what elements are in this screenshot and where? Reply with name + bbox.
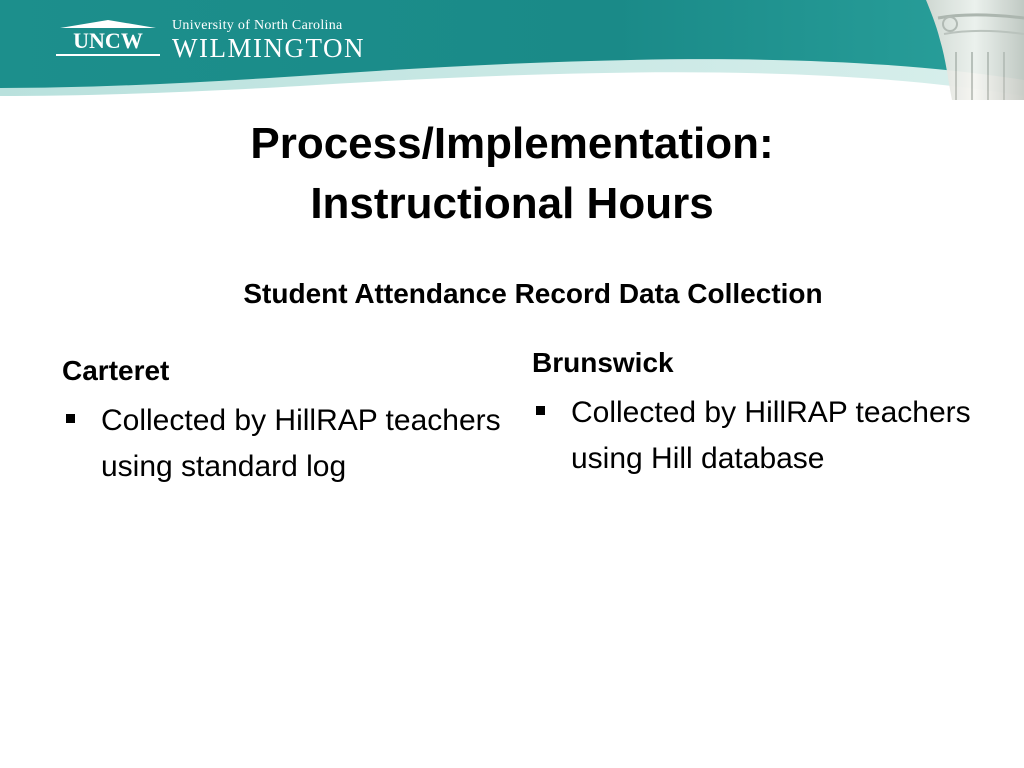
logo-wordmark [172, 18, 365, 62]
list-item [62, 398, 502, 490]
slide-title-line-1: Process/Implementation: [250, 119, 774, 168]
slide-subtitle: Student Attendance Record Data Collection [243, 278, 823, 309]
logo-rule [56, 54, 160, 56]
right-column [532, 344, 972, 482]
logo-abbreviation: UNCW [73, 28, 143, 53]
logo-mark [56, 20, 160, 60]
uncw-logo [56, 18, 365, 62]
right-bullet-text: Collected by HillRAP teachers using Hill database [571, 396, 971, 475]
slide-title-line-2: Instructional Hours [310, 179, 714, 228]
left-column [62, 352, 502, 490]
square-bullet-icon [66, 414, 75, 423]
header-banner [0, 0, 1024, 100]
right-column-heading: Brunswick [532, 347, 674, 378]
logo-university-line: University of North Carolina [172, 18, 343, 33]
logo-roof-icon [60, 20, 156, 28]
square-bullet-icon [536, 406, 545, 415]
list-item [532, 390, 972, 482]
logo-campus-line: WILMINGTON [172, 33, 365, 63]
left-bullet-text: Collected by HillRAP teachers using standard log [101, 404, 501, 483]
slide-title [0, 114, 1024, 234]
left-column-heading: Carteret [62, 355, 170, 386]
